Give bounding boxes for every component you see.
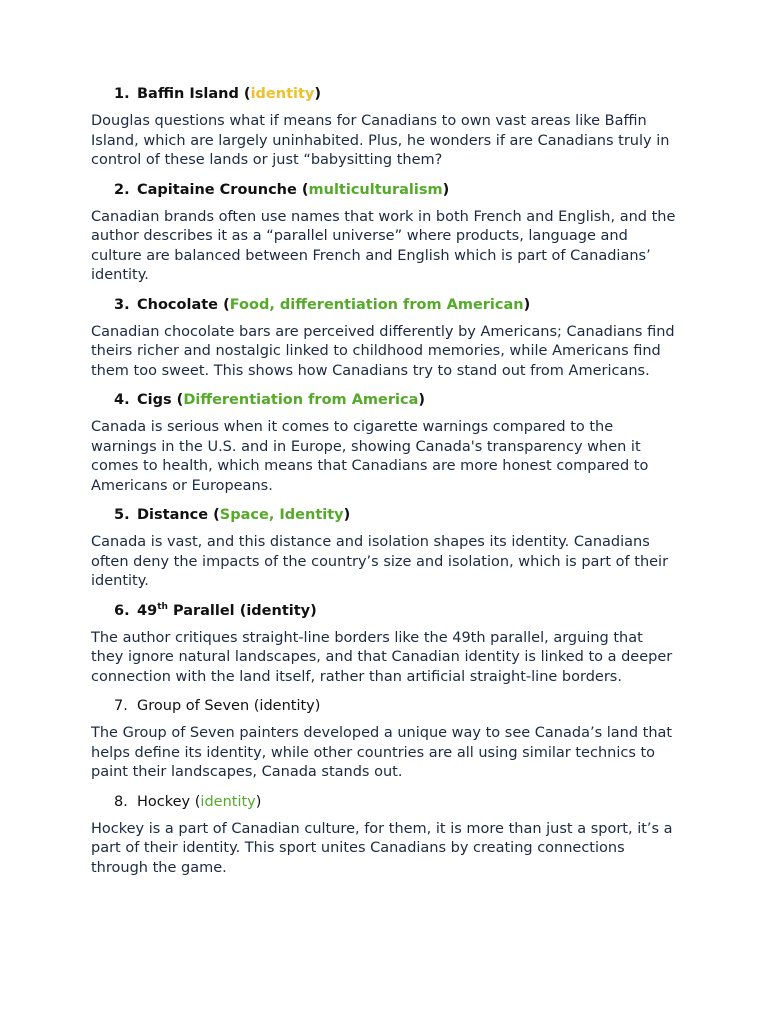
section-tag: Differentiation from America [183, 392, 419, 408]
section-paragraph-cigs: Canada is serious when it comes to cigarette warnings compared to the warnings in the U.S. and in Europe, showing Canada's transparency when it comes to health, which means that Canadians are more honest compared to Americans or Europeans. [91, 419, 649, 494]
section-number: 2. [114, 181, 130, 198]
section-paragraph-49th-parallel: The author critiques straight-line borders like the 49th parallel, arguing that they ignore natural landscapes, and that Canadian identity is linked to a deeper connection with the land itself, rather than artificial straight-line borders. [91, 629, 673, 685]
section-title: Distance [137, 507, 209, 523]
section-title-superscript: th [157, 601, 168, 612]
section-number: 1. [114, 86, 130, 102]
section-title: Chocolate [137, 296, 219, 313]
section-number: 6. [114, 602, 130, 619]
section-paragraph-chocolate: Canadian chocolate bars are perceived differently by Americans; Canadians find theirs richer and nostalgic linked to childhood memories, while Americans find them too sweet. This shows how Canadians try to stand out from Americans. [91, 323, 675, 379]
section-tag: Space, Identity [219, 507, 344, 523]
section-heading-group-of-seven [91, 696, 678, 716]
section-heading-baffin-island: 1. Baffin Island (identity) [114, 86, 321, 102]
section-heading-distance: 5. Distance (Space, Identity) [114, 507, 351, 523]
section-heading-cigs: 4. Cigs (Differentiation from America) [114, 392, 426, 408]
section-paragraph-group-of-seven: The Group of Seven painters developed a unique way to see Canada’s land that helps define its identity, while other countries are all using similar technics to paint their landscapes, Canada stands out. [91, 725, 673, 780]
section-title: Hockey [137, 793, 191, 810]
section-title: Capitaine Crounche [137, 181, 297, 198]
section-heading-chocolate: 3. Chocolate (Food, differentiation from American) [114, 296, 531, 313]
section-heading-49th-parallel [91, 601, 678, 621]
section-tag: identity [250, 86, 315, 102]
section-tag: Food, differentiation from American [229, 296, 524, 313]
section-paragraph-capitaine-crounche: Canadian brands often use names that work in both French and English, and the author describes it as a “parallel universe” where products, language and culture are balanced between French and English which is part of Canadians’ identity. [91, 208, 676, 283]
section-paragraph-baffin-island: Douglas questions what if means for Canadians to own vast areas like Baffin Island, which are largely uninhabited. Plus, he wonders if are Canadians truly in control of these lands or just “babysitting them? [91, 113, 670, 168]
section-tag: multiculturalism [308, 181, 443, 198]
section-title-prefix: 49 [137, 602, 158, 619]
section-paragraph-distance: Canada is vast, and this distance and isolation shapes its identity. Canadians often deny the impacts of the country’s size and isolation, which is part of their identity. [91, 534, 669, 589]
section-paragraph-hockey: Hockey is a part of Canadian culture, for them, it is more than just a sport, it’s a part of their identity. This sport unites Canadians by creating connections through the game. [91, 820, 673, 876]
section-number: 8. [114, 793, 128, 810]
section-number: 4. [114, 392, 130, 408]
section-number: 5. [114, 507, 130, 523]
section-number: 7. [114, 698, 128, 714]
section-title: Group of Seven (identity) [137, 698, 321, 714]
section-heading-hockey: 8. Hockey (identity) [114, 793, 262, 810]
section-tag: identity [200, 793, 256, 810]
section-title-suffix: Parallel (identity) [167, 602, 317, 619]
section-number: 3. [114, 296, 130, 313]
section-title: Baffin Island [137, 86, 239, 102]
section-heading-capitaine-crounche: 2. Capitaine Crounche (multiculturalism) [114, 181, 450, 198]
section-title: Cigs [137, 392, 172, 408]
